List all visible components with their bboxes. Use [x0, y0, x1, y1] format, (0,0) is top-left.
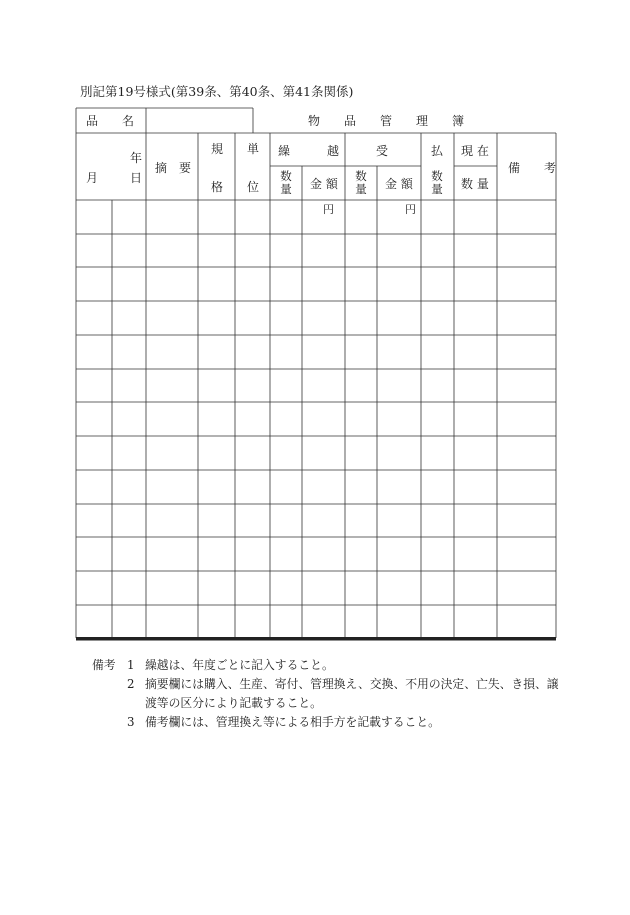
header-payout-quantity: 数量: [431, 169, 443, 196]
header-receipt-amount: 金 額: [385, 177, 413, 191]
header-summary: 摘 要: [155, 161, 192, 175]
header-remarks: 備 考: [508, 161, 557, 175]
header-unit-top: 単: [247, 142, 260, 156]
header-current-quantity: 数 量: [461, 177, 489, 191]
header-receipt: 受: [376, 144, 389, 158]
header-receipt-quantity: 数量: [355, 169, 367, 196]
note-number: 1: [127, 658, 135, 672]
item-name-label: 品 名: [86, 114, 135, 128]
header-carryover-amount: 金 額: [310, 177, 338, 191]
yen-marker-carryover: 円: [323, 203, 334, 216]
header-carryover-quantity: 数量: [280, 169, 292, 196]
header-day: 日: [130, 171, 143, 185]
header-spec-bottom: 格: [211, 180, 224, 194]
ledger-table: [76, 108, 556, 641]
header-unit-bottom: 位: [247, 180, 260, 194]
header-carryover-1: 繰: [278, 144, 291, 158]
header-year: 年: [130, 151, 143, 165]
header-current: 現 在: [461, 144, 489, 158]
ledger-title: 物 品 管 理 簿: [308, 114, 465, 128]
notes-heading: 備考: [92, 658, 116, 672]
header-spec-top: 規: [211, 142, 224, 156]
header-carryover-2: 越: [327, 144, 340, 158]
yen-marker-receipt: 円: [405, 203, 416, 216]
note-text-continued: 渡等の区分により記載すること。: [145, 696, 322, 710]
header-month: 月: [86, 171, 99, 185]
note-number: 2: [127, 677, 135, 691]
header-payout: 払: [431, 144, 444, 158]
page-heading: 別記第19号様式(第39条、第40条、第41条関係): [80, 84, 354, 99]
note-text: 摘要欄には購入、生産、寄付、管理換え、交換、不用の決定、亡失、き損、譲: [145, 677, 559, 691]
note-text: 繰越は、年度ごとに記入すること。: [145, 658, 334, 672]
note-text: 備考欄には、管理換え等による相手方を記載すること。: [145, 715, 440, 729]
note-number: 3: [127, 715, 135, 729]
